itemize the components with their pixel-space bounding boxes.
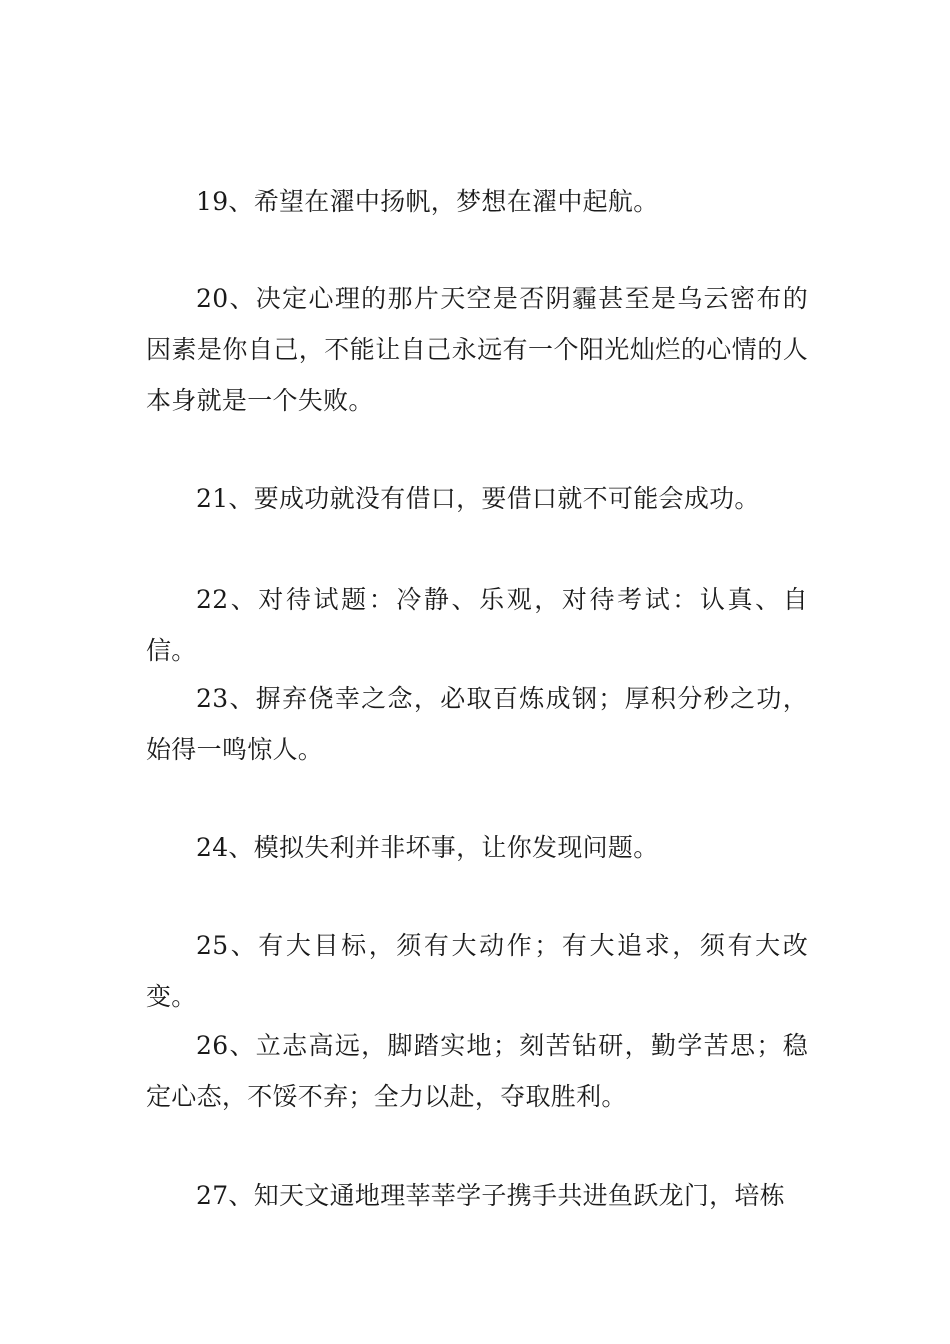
paragraph-23: 23、摒弃侥幸之念，必取百炼成钢；厚积分秒之功，始得一鸣惊人。	[146, 684, 808, 764]
paragraph-20: 20、决定心理的那片天空是否阴霾甚至是乌云密布的因素是你自己，不能让自己永远有一个阳光灿烂的心情的人本身就是一个失败。	[146, 284, 808, 415]
paragraph-19: 19、希望在濯中扬帆，梦想在濯中起航。	[196, 187, 659, 216]
paragraph-22: 22、对待试题：冷静、乐观，对待考试：认真、自信。	[146, 585, 808, 665]
paragraph-21: 21、要成功就没有借口，要借口就不可能会成功。	[196, 484, 760, 513]
paragraph-24: 24、模拟失利并非坏事，让你发现问题。	[196, 833, 659, 862]
paragraph-26: 26、立志高远，脚踏实地；刻苦钻研，勤学苦思；稳定心态，不馁不弃；全力以赴，夺取胜利。	[146, 1031, 808, 1111]
paragraph-27: 27、知天文通地理莘莘学子携手共进鱼跃龙门，培栋	[196, 1181, 786, 1210]
paragraph-25: 25、有大目标，须有大动作；有大追求，须有大改变。	[146, 931, 808, 1011]
